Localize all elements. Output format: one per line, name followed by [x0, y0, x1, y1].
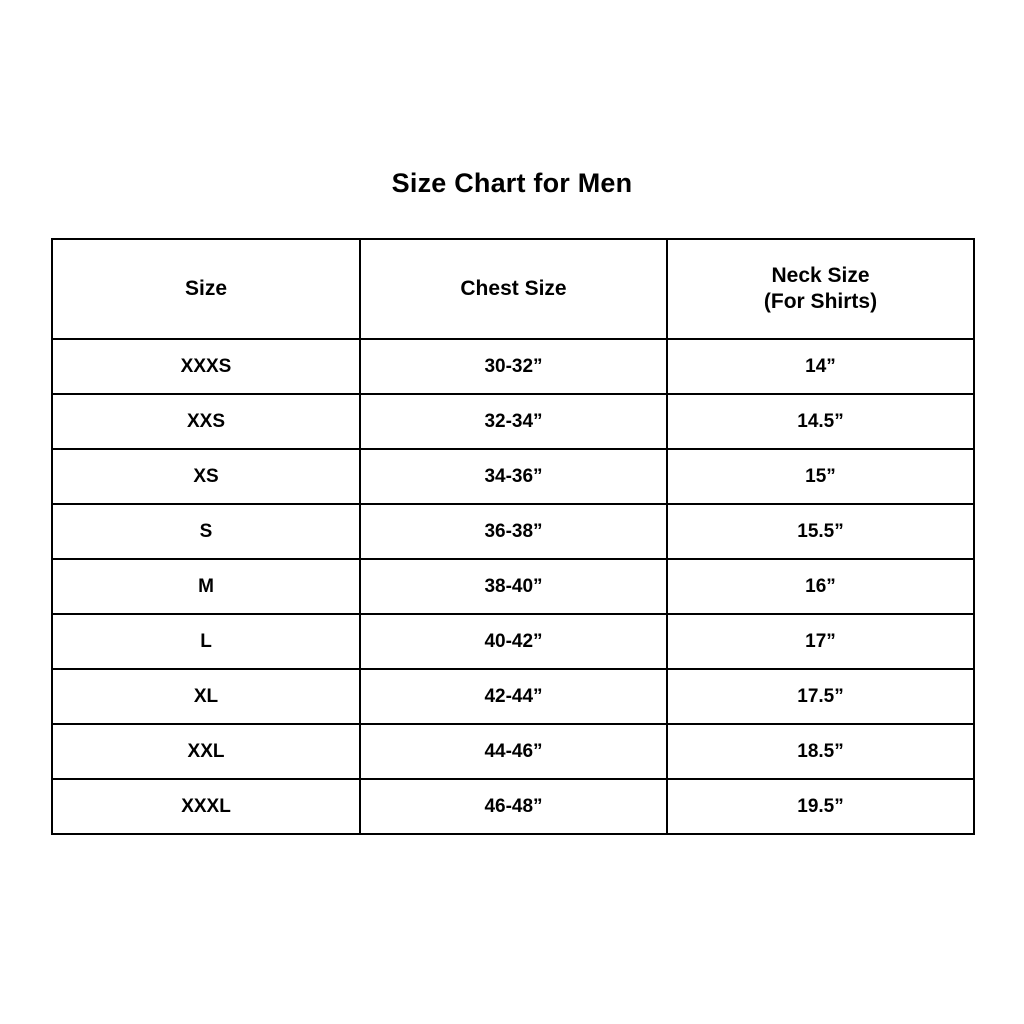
cell-chest: 40-42” — [360, 614, 667, 669]
cell-size: XS — [52, 449, 360, 504]
cell-chest: 36-38” — [360, 504, 667, 559]
cell-neck: 15.5” — [667, 504, 974, 559]
cell-size: M — [52, 559, 360, 614]
table-header-row — [52, 239, 974, 339]
cell-chest: 34-36” — [360, 449, 667, 504]
cell-size: XL — [52, 669, 360, 724]
column-header-neck-label: Neck Size — [771, 263, 870, 287]
cell-chest: 44-46” — [360, 724, 667, 779]
column-header-size-label: Size — [184, 276, 228, 300]
table-row — [52, 504, 974, 559]
cell-chest: 42-44” — [360, 669, 667, 724]
cell-neck: 14.5” — [667, 394, 974, 449]
cell-chest: 32-34” — [360, 394, 667, 449]
cell-neck: 18.5” — [667, 724, 974, 779]
table-body — [52, 339, 974, 834]
cell-size: L — [52, 614, 360, 669]
table-row — [52, 669, 974, 724]
table-row — [52, 339, 974, 394]
table-row — [52, 394, 974, 449]
cell-chest: 30-32” — [360, 339, 667, 394]
table-row — [52, 449, 974, 504]
table-row — [52, 614, 974, 669]
size-chart-table — [51, 238, 975, 835]
cell-size: S — [52, 504, 360, 559]
column-header-chest — [360, 239, 667, 339]
cell-size: XXXS — [52, 339, 360, 394]
cell-chest: 46-48” — [360, 779, 667, 834]
cell-size: XXXL — [52, 779, 360, 834]
cell-size: XXL — [52, 724, 360, 779]
column-header-neck — [667, 239, 974, 339]
table-header — [52, 239, 974, 339]
column-header-size — [52, 239, 360, 339]
table-row — [52, 779, 974, 834]
page-title: Size Chart for Men — [391, 168, 633, 198]
cell-chest: 38-40” — [360, 559, 667, 614]
column-header-neck-sublabel: (For Shirts) — [763, 290, 878, 313]
cell-neck: 14” — [667, 339, 974, 394]
cell-neck: 16” — [667, 559, 974, 614]
cell-neck: 17” — [667, 614, 974, 669]
table-row — [52, 724, 974, 779]
cell-neck: 19.5” — [667, 779, 974, 834]
column-header-chest-label: Chest Size — [460, 276, 567, 300]
table-row — [52, 559, 974, 614]
cell-size: XXS — [52, 394, 360, 449]
cell-neck: 17.5” — [667, 669, 974, 724]
cell-neck: 15” — [667, 449, 974, 504]
